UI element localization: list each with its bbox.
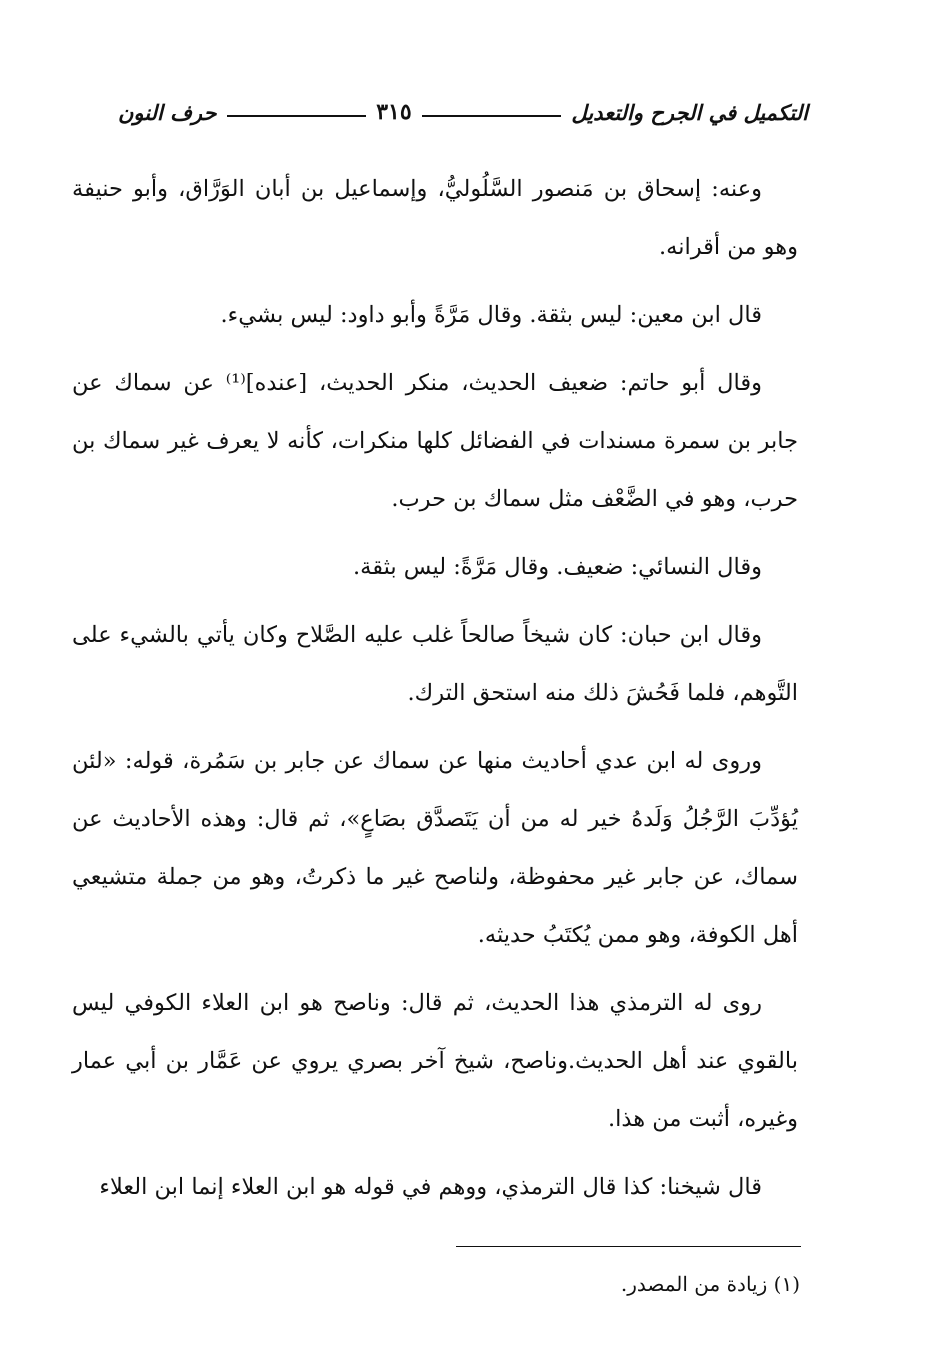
footnote-divider [456, 1246, 801, 1247]
header-rule-left [227, 115, 367, 117]
header-chapter: حرف النون [118, 99, 217, 125]
header-book-title: التكميل في الجرح والتعديل [571, 99, 808, 125]
paragraph: وقال أبو حاتم: ضعيف الحديث، منكر الحديث، [عنده]⁽¹⁾ عن سماك عن جابر بن سمرة مسندات في الفضائل كلها منكرات، كأنه لا يعرف غير سماك بن حرب، وهو في الضَّعْف مثل سماك بن حرب. [72, 370, 798, 512]
main-text [72, 160, 798, 1226]
page-number: ٣١٥ [376, 99, 412, 125]
paragraph: روى له الترمذي هذا الحديث، ثم قال: وناصح هو ابن العلاء الكوفي ليس بالقوي عند أهل الحديث.وناصح، شيخ آخر بصري يروي عن عَمَّار بن أبي عمار وغيره، أثبت من هذا. [72, 990, 798, 1132]
running-header [118, 92, 808, 132]
paragraph: قال ابن معين: ليس بثقة. وقال مَرَّةً وأبو داود: ليس بشيء. [220, 302, 762, 328]
paragraph: قال شيخنا: كذا قال الترمذي، ووهم في قوله هو ابن العلاء إنما ابن العلاء [99, 1174, 762, 1200]
paragraph: وعنه: إسحاق بن مَنصور السَّلُوليُّ، وإسماعيل بن أبان الوَرَّاق، وأبو حنيفة وهو من أقرانه. [72, 176, 798, 260]
paragraph: وقال النسائي: ضعيف. وقال مَرَّةً: ليس بثقة. [353, 554, 762, 580]
paragraph: وروى له ابن عدي أحاديث منها عن سماك عن جابر بن سَمُرة، قوله: «لئن يُؤدِّبَ الرَّجُلُ وَلَدهُ خير له من أن يَتَصدَّق بصَاعٍ»، ثم قال: وهذه الأحاديث عن سماك، عن جابر غير محفوظة، ولناصح غير ما ذكرتُ، وهو من جملة متشيعي أهل الكوفة، وهو ممن يُكتَبُ حديثه. [72, 748, 798, 948]
footnote: (١) زيادة من المصدر. [620, 1272, 800, 1296]
header-rule-right [422, 115, 562, 117]
paragraph: وقال ابن حبان: كان شيخاً صالحاً غلب عليه الصَّلاح وكان يأتي بالشيء على التَّوهم، فلما فَحُشَ ذلك منه استحق الترك. [72, 622, 798, 706]
